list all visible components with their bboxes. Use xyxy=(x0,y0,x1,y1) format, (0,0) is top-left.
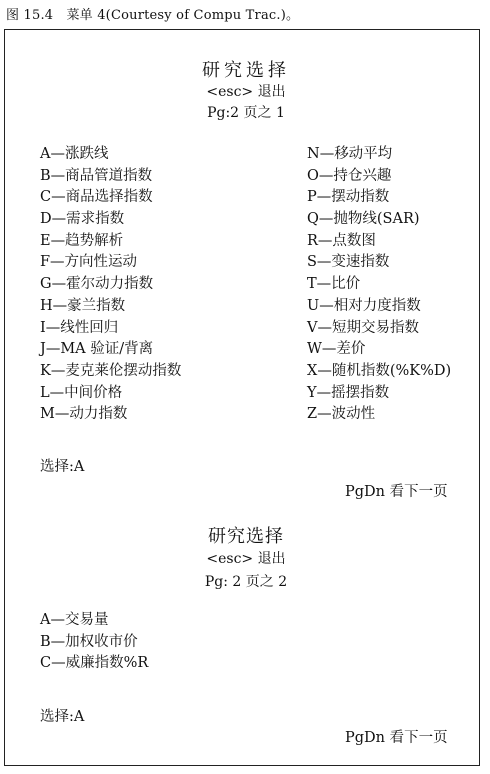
menu-item-o[interactable]: O—持仓兴趣 xyxy=(307,167,392,184)
menu-column-page-2 xyxy=(40,610,148,675)
menu-item-d[interactable]: D—需求指数 xyxy=(40,211,125,228)
menu-item-a[interactable]: A—交易量 xyxy=(40,612,109,628)
menu-item-v[interactable]: V—短期交易指数 xyxy=(307,319,419,336)
menu-left-column xyxy=(40,144,181,426)
menu-item-g[interactable]: G—霍尔动力指数 xyxy=(40,276,154,293)
menu-item-b[interactable]: B—商品管道指数 xyxy=(40,167,153,184)
menu-item-n[interactable]: N—移动平均 xyxy=(307,146,393,162)
menu-item-c[interactable]: C—商品选择指数 xyxy=(40,189,153,206)
next-page-hint-1[interactable]: PgDn 看下一页 xyxy=(345,484,448,500)
menu-item-y[interactable]: Y—摇摆指数 xyxy=(307,384,390,401)
menu-item-w[interactable]: W—差价 xyxy=(307,341,366,358)
menu-item-l[interactable]: L—中间价格 xyxy=(40,384,123,401)
menu-item-j[interactable]: J—MA 验证/背离 xyxy=(40,341,154,358)
menu-item-x[interactable]: X—随机指数(%K%D) xyxy=(307,362,452,379)
menu-item-f[interactable]: F—方向性运动 xyxy=(40,254,138,271)
menu-item-s[interactable]: S—变速指数 xyxy=(307,254,390,271)
menu-item-e[interactable]: E—趋势解析 xyxy=(40,232,124,249)
page-title-2: 研究选择 xyxy=(208,526,284,547)
menu-item-h[interactable]: H—豪兰指数 xyxy=(40,297,126,314)
menu-item-i[interactable]: I—线性回归 xyxy=(40,319,119,336)
menu-item-q[interactable]: Q—抛物线(SAR) xyxy=(307,211,420,228)
menu-item-c[interactable]: C—威廉指数%R xyxy=(40,655,149,672)
selection-prompt-1[interactable]: 选择:A xyxy=(40,459,85,475)
menu-item-k[interactable]: K—麦克莱伦摆动指数 xyxy=(40,362,182,379)
exit-hint-1[interactable]: <esc> 退出 xyxy=(206,84,286,100)
exit-hint-2[interactable]: <esc> 退出 xyxy=(206,551,286,567)
menu-item-r[interactable]: R—点数图 xyxy=(307,232,376,249)
menu-right-column xyxy=(307,144,451,426)
menu-item-u[interactable]: U—相对力度指数 xyxy=(307,297,421,314)
page-indicator-2: Pg: 2 页之 2 xyxy=(204,574,288,590)
menu-item-b[interactable]: B—加权收市价 xyxy=(40,633,138,650)
page-title-1: 研究选择 xyxy=(202,60,290,81)
figure-caption: 图 15.4 菜单 4(Courtesy of Compu Trac.)。 xyxy=(6,8,300,23)
menu-item-z[interactable]: Z—波动性 xyxy=(307,406,376,423)
menu-item-p[interactable]: P—摆动指数 xyxy=(307,189,390,206)
selection-prompt-2[interactable]: 选择:A xyxy=(40,709,85,725)
next-page-hint-2[interactable]: PgDn 看下一页 xyxy=(345,730,448,746)
menu-item-a[interactable]: A—涨跌线 xyxy=(40,146,109,162)
menu-item-m[interactable]: M—动力指数 xyxy=(40,406,128,423)
menu-item-t[interactable]: T—比价 xyxy=(307,276,361,293)
page-indicator-1: Pg:2 页之 1 xyxy=(207,105,285,121)
